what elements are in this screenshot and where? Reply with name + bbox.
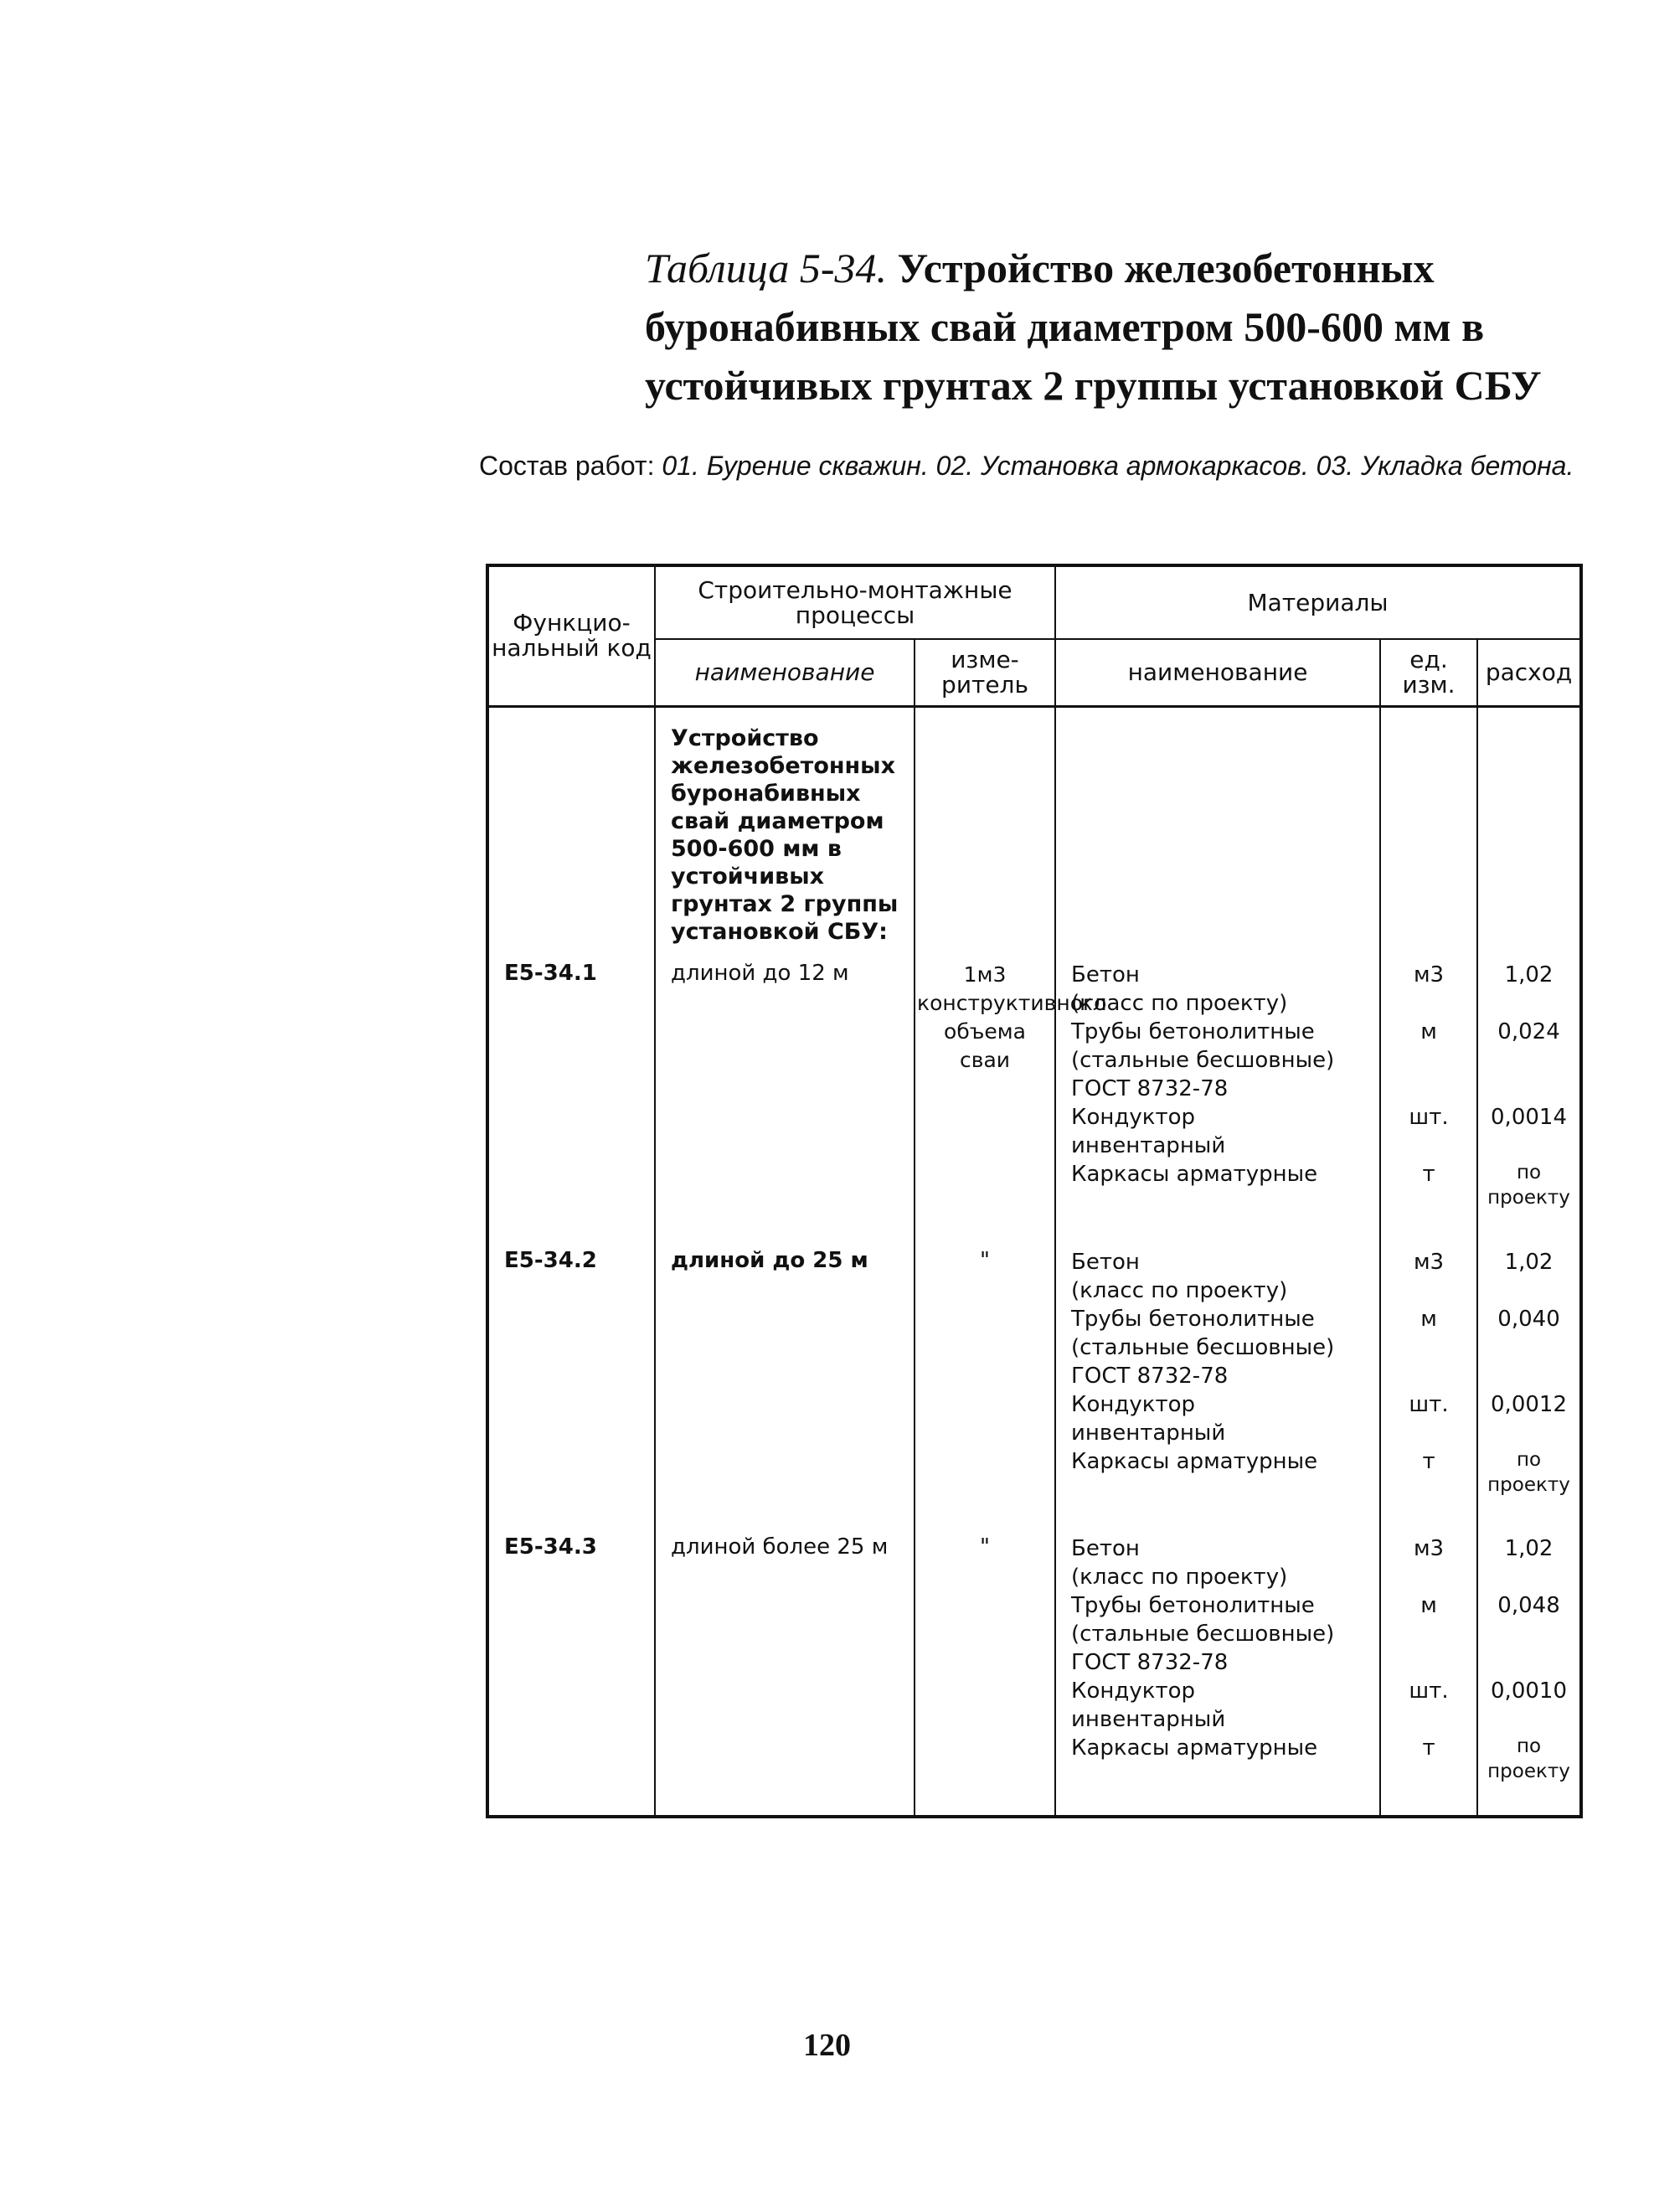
- table-row-section: [487, 706, 1581, 954]
- material-name-note: инвентарный: [1071, 1420, 1226, 1446]
- material-qty: 0,0010: [1491, 1678, 1567, 1704]
- material-name: Каркасы арматурные: [1071, 1162, 1318, 1188]
- page-number: 120: [803, 2028, 851, 2063]
- material-qty: 0,040: [1497, 1306, 1560, 1332]
- row-qty: [1477, 1241, 1581, 1529]
- section-unit-cell: [1380, 706, 1477, 954]
- row-process-meter: ": [915, 1528, 1055, 1817]
- material-unit: м: [1420, 1593, 1437, 1619]
- header-material-name: наименование: [1055, 639, 1380, 706]
- material-unit: м3: [1413, 1536, 1445, 1562]
- material-unit: шт.: [1409, 1391, 1449, 1417]
- section-material-cell: [1055, 706, 1380, 954]
- material-name-note: (класс по проекту): [1071, 1565, 1288, 1591]
- norms-table: [486, 564, 1583, 1818]
- row-code: Е5-34.1: [487, 954, 655, 1241]
- header-code: Функцио-нальный код: [487, 565, 655, 706]
- section-code-cell: [487, 706, 655, 954]
- material-name-note: (класс по проекту): [1071, 1277, 1288, 1303]
- material-name-note: инвентарный: [1071, 1707, 1226, 1733]
- table-row: [487, 954, 1581, 1241]
- table-title-text: Устройство железобетонных буронабивных свай диаметром 500-600 мм в устойчивых грунтах 2 группы установкой СБУ: [645, 245, 1542, 409]
- row-materials: [1055, 1528, 1380, 1817]
- row-units: [1380, 1528, 1477, 1817]
- material-unit: м3: [1413, 1249, 1445, 1275]
- material-qty: 1,02: [1504, 1249, 1554, 1275]
- material-name-note: инвентарный: [1071, 1133, 1226, 1159]
- material-unit: т: [1422, 1735, 1435, 1761]
- header-material-unit: ед. изм.: [1380, 639, 1477, 706]
- header-process-meter: изме-ритель: [915, 639, 1055, 706]
- material-qty: 0,024: [1497, 1019, 1560, 1045]
- material-qty: по проекту: [1487, 1162, 1570, 1209]
- section-qty-cell: [1477, 706, 1581, 954]
- material-qty: по проекту: [1487, 1735, 1570, 1783]
- table-row: [487, 1241, 1581, 1529]
- material-name: Каркасы арматурные: [1071, 1448, 1318, 1474]
- material-qty: 0,0012: [1491, 1391, 1567, 1417]
- row-process-name: длиной до 12 м: [655, 954, 915, 1241]
- material-name-note: ГОСТ 8732-78: [1071, 1363, 1229, 1389]
- section-title: Устройство железобетонных буронабивных свай диаметром 500-600 мм в устойчивых грунтах 2 группы установкой СБУ:: [655, 706, 915, 954]
- material-name: Бетон: [1071, 962, 1140, 988]
- row-qty: [1477, 1528, 1581, 1817]
- row-process-name: длиной более 25 м: [655, 1528, 915, 1817]
- material-name: Каркасы арматурные: [1071, 1735, 1318, 1761]
- material-name: Трубы бетонолитные: [1071, 1593, 1315, 1619]
- table-title: [645, 239, 1583, 415]
- row-code: Е5-34.3: [487, 1528, 655, 1817]
- material-name: Бетон: [1071, 1536, 1140, 1562]
- row-process-meter: 1м3 конструктивного объема сваи: [915, 954, 1055, 1241]
- material-name-note: ГОСТ 8732-78: [1071, 1650, 1229, 1676]
- work-composition-ops: 01. Бурение скважин. 02. Установка армокаркасов. 03. Укладка бетона.: [662, 451, 1574, 481]
- work-composition-lead: Состав работ:: [479, 451, 655, 481]
- material-name: Кондуктор: [1071, 1678, 1196, 1704]
- row-materials: [1055, 1241, 1380, 1529]
- material-name: Бетон: [1071, 1249, 1140, 1275]
- material-name-note: (стальные бесшовные): [1071, 1334, 1335, 1360]
- table-row: [487, 1528, 1581, 1817]
- row-materials: [1055, 954, 1380, 1241]
- material-qty: по проекту: [1487, 1448, 1570, 1496]
- row-process-meter: ": [915, 1241, 1055, 1529]
- table-number: Таблица 5-34.: [645, 245, 887, 291]
- material-unit: м: [1420, 1019, 1437, 1045]
- material-name-note: (класс по проекту): [1071, 991, 1288, 1017]
- header-material-qty: расход: [1477, 639, 1581, 706]
- material-unit: м3: [1413, 962, 1445, 988]
- row-code: Е5-34.2: [487, 1241, 655, 1529]
- material-name: Кондуктор: [1071, 1391, 1196, 1417]
- row-units: [1380, 954, 1477, 1241]
- material-unit: шт.: [1409, 1678, 1449, 1704]
- material-name: Трубы бетонолитные: [1071, 1306, 1315, 1332]
- row-qty: [1477, 954, 1581, 1241]
- material-unit: шт.: [1409, 1105, 1449, 1131]
- material-name-note: (стальные бесшовные): [1071, 1048, 1335, 1074]
- material-qty: 0,048: [1497, 1593, 1560, 1619]
- material-name: Трубы бетонолитные: [1071, 1019, 1315, 1045]
- material-name-note: (стальные бесшовные): [1071, 1622, 1335, 1647]
- header-process-name: наименование: [655, 639, 915, 706]
- material-qty: 0,0014: [1491, 1105, 1567, 1131]
- row-process-name: длиной до 25 м: [655, 1241, 915, 1529]
- section-meter-cell: [915, 706, 1055, 954]
- material-unit: т: [1422, 1448, 1435, 1474]
- header-materials: Материалы: [1055, 565, 1581, 639]
- material-name: Кондуктор: [1071, 1105, 1196, 1131]
- material-qty: 1,02: [1504, 1536, 1554, 1562]
- material-name-note: ГОСТ 8732-78: [1071, 1076, 1229, 1102]
- header-processes: Строительно-монтажные процессы: [655, 565, 1055, 639]
- work-composition: [479, 446, 1581, 486]
- row-units: [1380, 1241, 1477, 1529]
- material-qty: 1,02: [1504, 962, 1554, 988]
- material-unit: т: [1422, 1162, 1435, 1188]
- material-unit: м: [1420, 1306, 1437, 1332]
